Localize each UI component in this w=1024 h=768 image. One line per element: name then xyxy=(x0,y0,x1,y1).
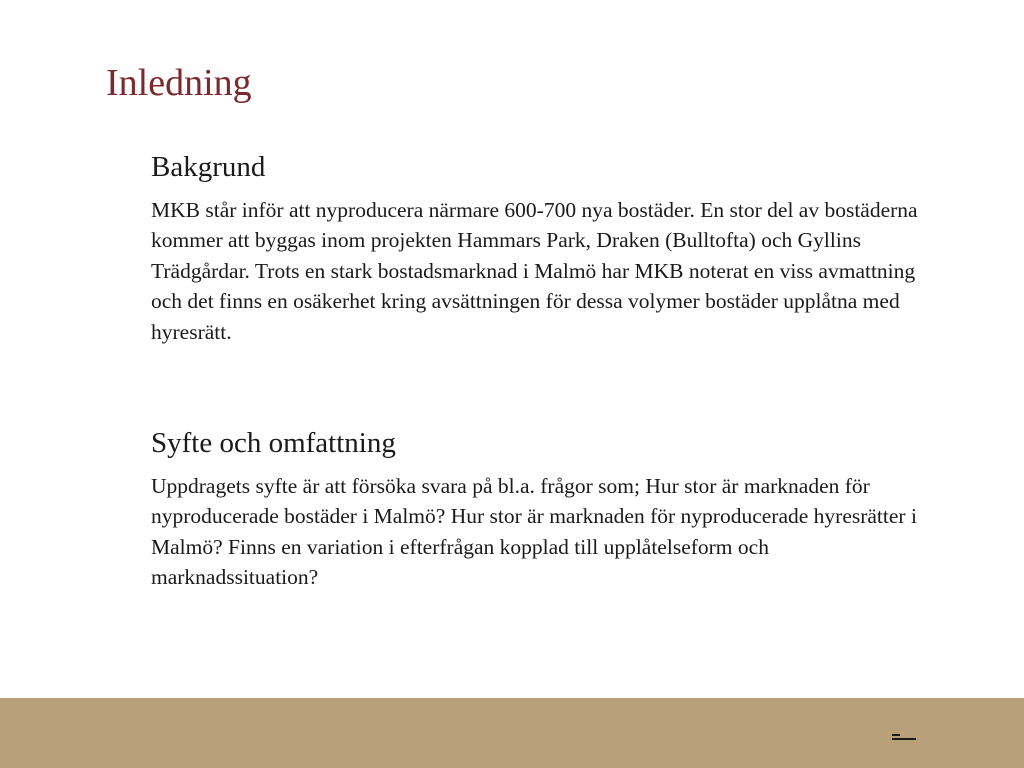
logo-mark-line xyxy=(892,738,916,740)
slide-title: Inledning xyxy=(106,62,252,104)
section-heading: Syfte och omfattning xyxy=(151,427,396,459)
section-heading: Bakgrund xyxy=(151,151,266,183)
section-bakgrund xyxy=(151,150,931,347)
section-body: MKB står inför att nyproducera närmare 600-700 nya bostäder. En stor del av bostäderna kommer att byggas inom projekten Hammars Park, Draken (Bulltofta) och Gyllins Trädgårdar. Trots en stark bostadsmarknad i Malmö har MKB noterat en viss avmattning och det finns en osäkerhet kring avsättningen för dessa volymer bostäder upplåtna med hyresrätt. xyxy=(151,197,918,344)
section-body: Uppdragets syfte är att försöka svara på bl.a. frågor som; Hur stor är marknaden för nyproducerade bostäder i Malmö? Hur stor är marknaden för nyproducerade hyresrätter i Malmö? Finns en variation i efterfrågan kopplad till upplåtelseform och marknadssituation? xyxy=(151,473,917,590)
logo-mark-line xyxy=(892,734,900,736)
company-logo-icon xyxy=(892,734,918,742)
footer-band xyxy=(0,698,1024,768)
section-syfte xyxy=(151,426,931,593)
